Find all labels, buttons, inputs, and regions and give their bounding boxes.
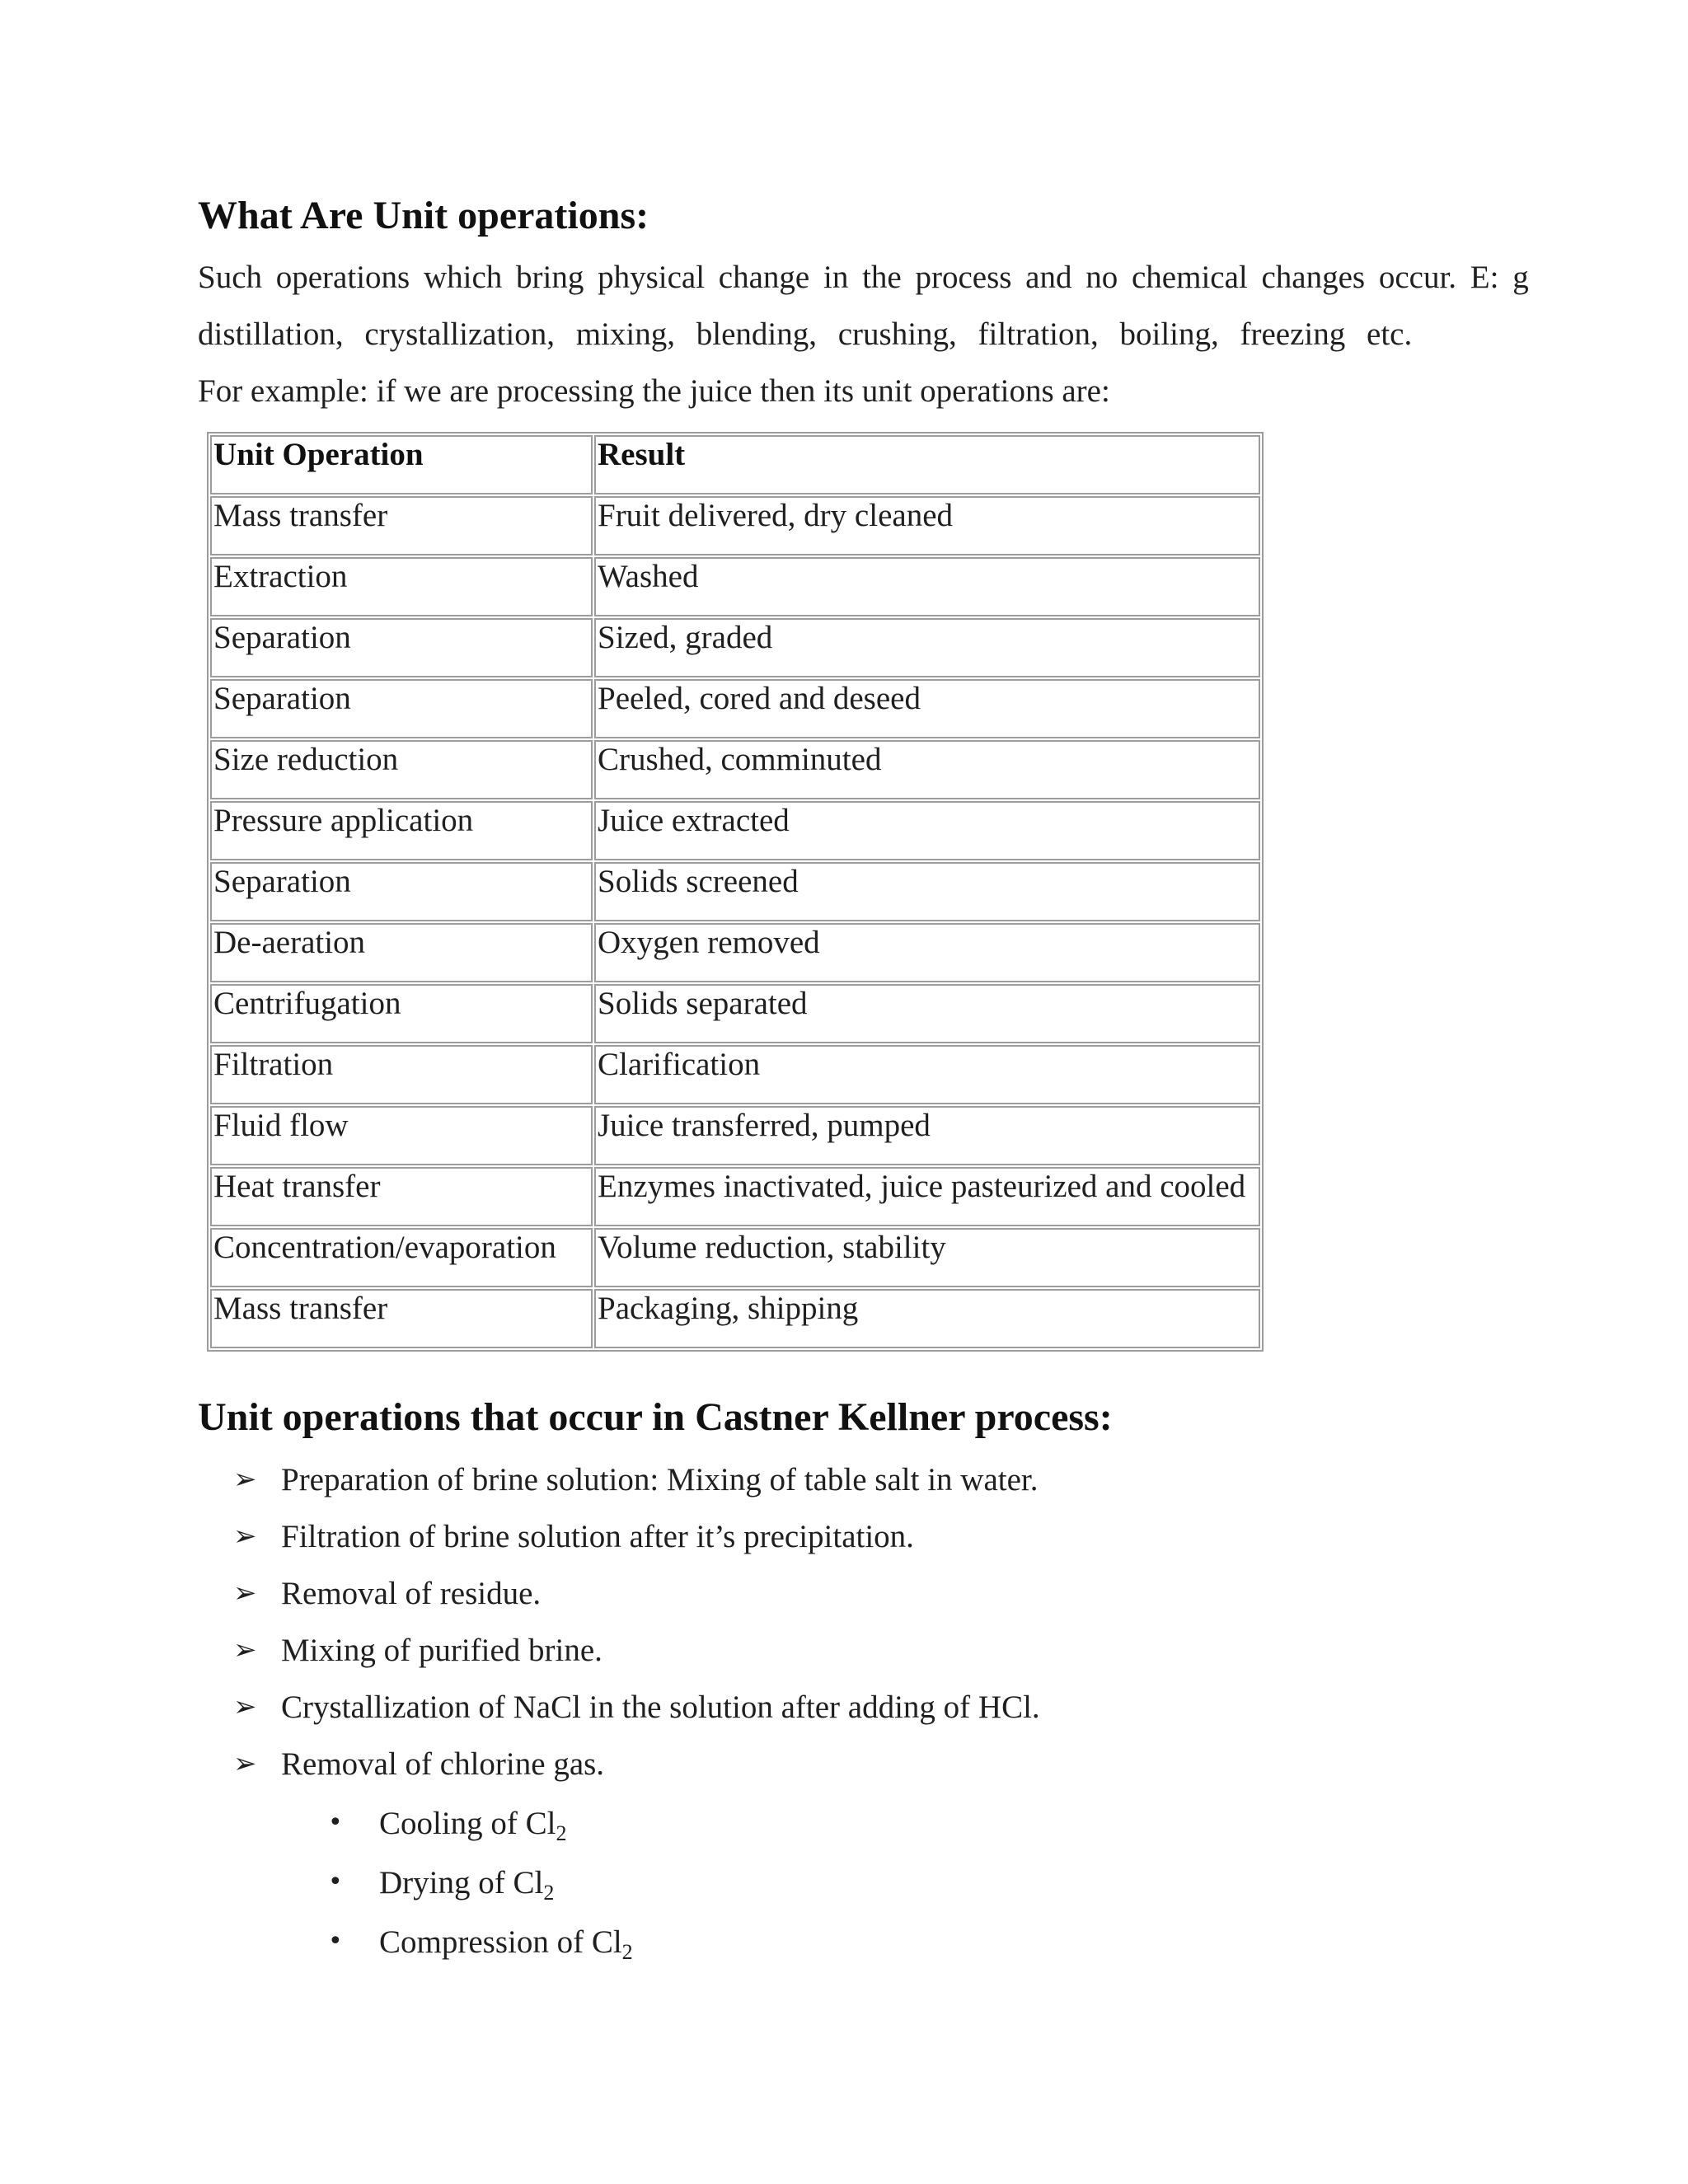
section-heading-castner-kellner: Unit operations that occur in Castner Kellner process:	[198, 1395, 1113, 1439]
intro-paragraph-line-2: distillation, crystallization, mixing, blending, crushing, filtration, boiling, freezing etc.	[198, 316, 1413, 352]
arrow-bullet-icon: ➢	[233, 1747, 257, 1780]
table-row	[210, 496, 1260, 555]
table-cell-result: Crushed, comminuted	[594, 740, 1260, 799]
table-cell-operation: Filtration	[210, 1045, 593, 1104]
arrow-bullet-icon: ➢	[233, 1577, 257, 1610]
table-cell-result: Peeled, cored and deseed	[594, 679, 1260, 738]
list-item-text: Preparation of brine solution: Mixing of table salt in water.	[281, 1462, 1039, 1497]
dot-bullet-icon: •	[328, 1868, 343, 1896]
table-cell-result: Juice extracted	[594, 801, 1260, 860]
table-row	[210, 1045, 1260, 1104]
list-item-text: Mixing of purified brine.	[281, 1633, 603, 1668]
table-cell-operation: Fluid flow	[210, 1106, 593, 1165]
table-cell-result: Juice transferred, pumped	[594, 1106, 1260, 1165]
list-item-text: Filtration of brine solution after it’s precipitation.	[281, 1519, 914, 1554]
table-cell-operation: De-aeration	[210, 923, 593, 982]
list-item	[233, 1746, 1040, 1802]
list-item	[233, 1575, 1040, 1632]
dot-bullet-icon: •	[328, 1808, 343, 1837]
arrow-bullet-icon: ➢	[233, 1520, 257, 1553]
table-cell-operation: Centrifugation	[210, 984, 593, 1043]
table-row	[210, 862, 1260, 921]
list-item-text: Removal of chlorine gas.	[281, 1746, 605, 1782]
table-cell-operation: Heat transfer	[210, 1167, 593, 1226]
table-cell-result: Enzymes inactivated, juice pasteurized and cooled	[594, 1167, 1260, 1226]
intro-paragraph-line-3: For example: if we are processing the juice then its unit operations are:	[198, 373, 1110, 409]
sub-list-item-text: Cooling of $Cl_2$	[379, 1806, 567, 1845]
table-cell-operation: Mass transfer	[210, 1289, 593, 1348]
dot-bullet-icon: •	[328, 1927, 343, 1956]
table-cell-operation: Concentration/evaporation	[210, 1228, 593, 1287]
list-item	[233, 1632, 1040, 1689]
table-row	[210, 984, 1260, 1043]
table-header-cell: Unit Operation	[210, 435, 593, 494]
table-row	[210, 923, 1260, 982]
section-heading-unit-operations: What Are Unit operations:	[198, 194, 649, 237]
table-cell-result: Volume reduction, stability	[594, 1228, 1260, 1287]
castner-kellner-operations-list	[233, 1461, 1040, 1802]
list-item	[233, 1518, 1040, 1575]
table-row	[210, 1167, 1260, 1226]
list-item	[233, 1689, 1040, 1746]
table-row	[210, 557, 1260, 616]
table-cell-result: Solids screened	[594, 862, 1260, 921]
table-cell-operation: Size reduction	[210, 740, 593, 799]
intro-paragraph-line-1: Such operations which bring physical change in the process and no chemical changes occur. E: g	[198, 260, 1529, 295]
arrow-bullet-icon: ➢	[233, 1463, 257, 1496]
chlorine-treatment-sublist	[328, 1805, 633, 1983]
table-cell-result: Solids separated	[594, 984, 1260, 1043]
list-item-text: Removal of residue.	[281, 1576, 542, 1611]
table-cell-operation: Extraction	[210, 557, 593, 616]
arrow-bullet-icon: ➢	[233, 1633, 257, 1666]
table-row	[210, 618, 1260, 677]
sub-list-item	[328, 1805, 633, 1864]
table-header-row	[210, 435, 1260, 494]
table-row	[210, 740, 1260, 799]
list-item	[233, 1461, 1040, 1518]
unit-operations-table	[207, 432, 1264, 1352]
table-cell-result: Packaging, shipping	[594, 1289, 1260, 1348]
table-cell-result: Oxygen removed	[594, 923, 1260, 982]
table-cell-operation: Separation	[210, 862, 593, 921]
table-cell-result: Fruit delivered, dry cleaned	[594, 496, 1260, 555]
table-cell-operation: Separation	[210, 618, 593, 677]
table-row	[210, 801, 1260, 860]
table-row	[210, 1289, 1260, 1348]
table-cell-operation: Pressure application	[210, 801, 593, 860]
sub-list-item-text: Drying of $Cl_2$	[379, 1865, 555, 1905]
table-cell-operation: Separation	[210, 679, 593, 738]
table-cell-result: Washed	[594, 557, 1260, 616]
sub-list-item	[328, 1924, 633, 1983]
table-row	[210, 1228, 1260, 1287]
table-header-cell: Result	[594, 435, 1260, 494]
table-cell-operation: Mass transfer	[210, 496, 593, 555]
table-row	[210, 1106, 1260, 1165]
sub-list-item	[328, 1864, 633, 1924]
list-item-text: Crystallization of NaCl in the solution after adding of HCl.	[281, 1690, 1040, 1725]
sub-list-item-text: Compression of $Cl_2$	[379, 1924, 633, 1964]
table-cell-result: Sized, graded	[594, 618, 1260, 677]
table-cell-result: Clarification	[594, 1045, 1260, 1104]
table-row	[210, 679, 1260, 738]
arrow-bullet-icon: ➢	[233, 1690, 257, 1723]
